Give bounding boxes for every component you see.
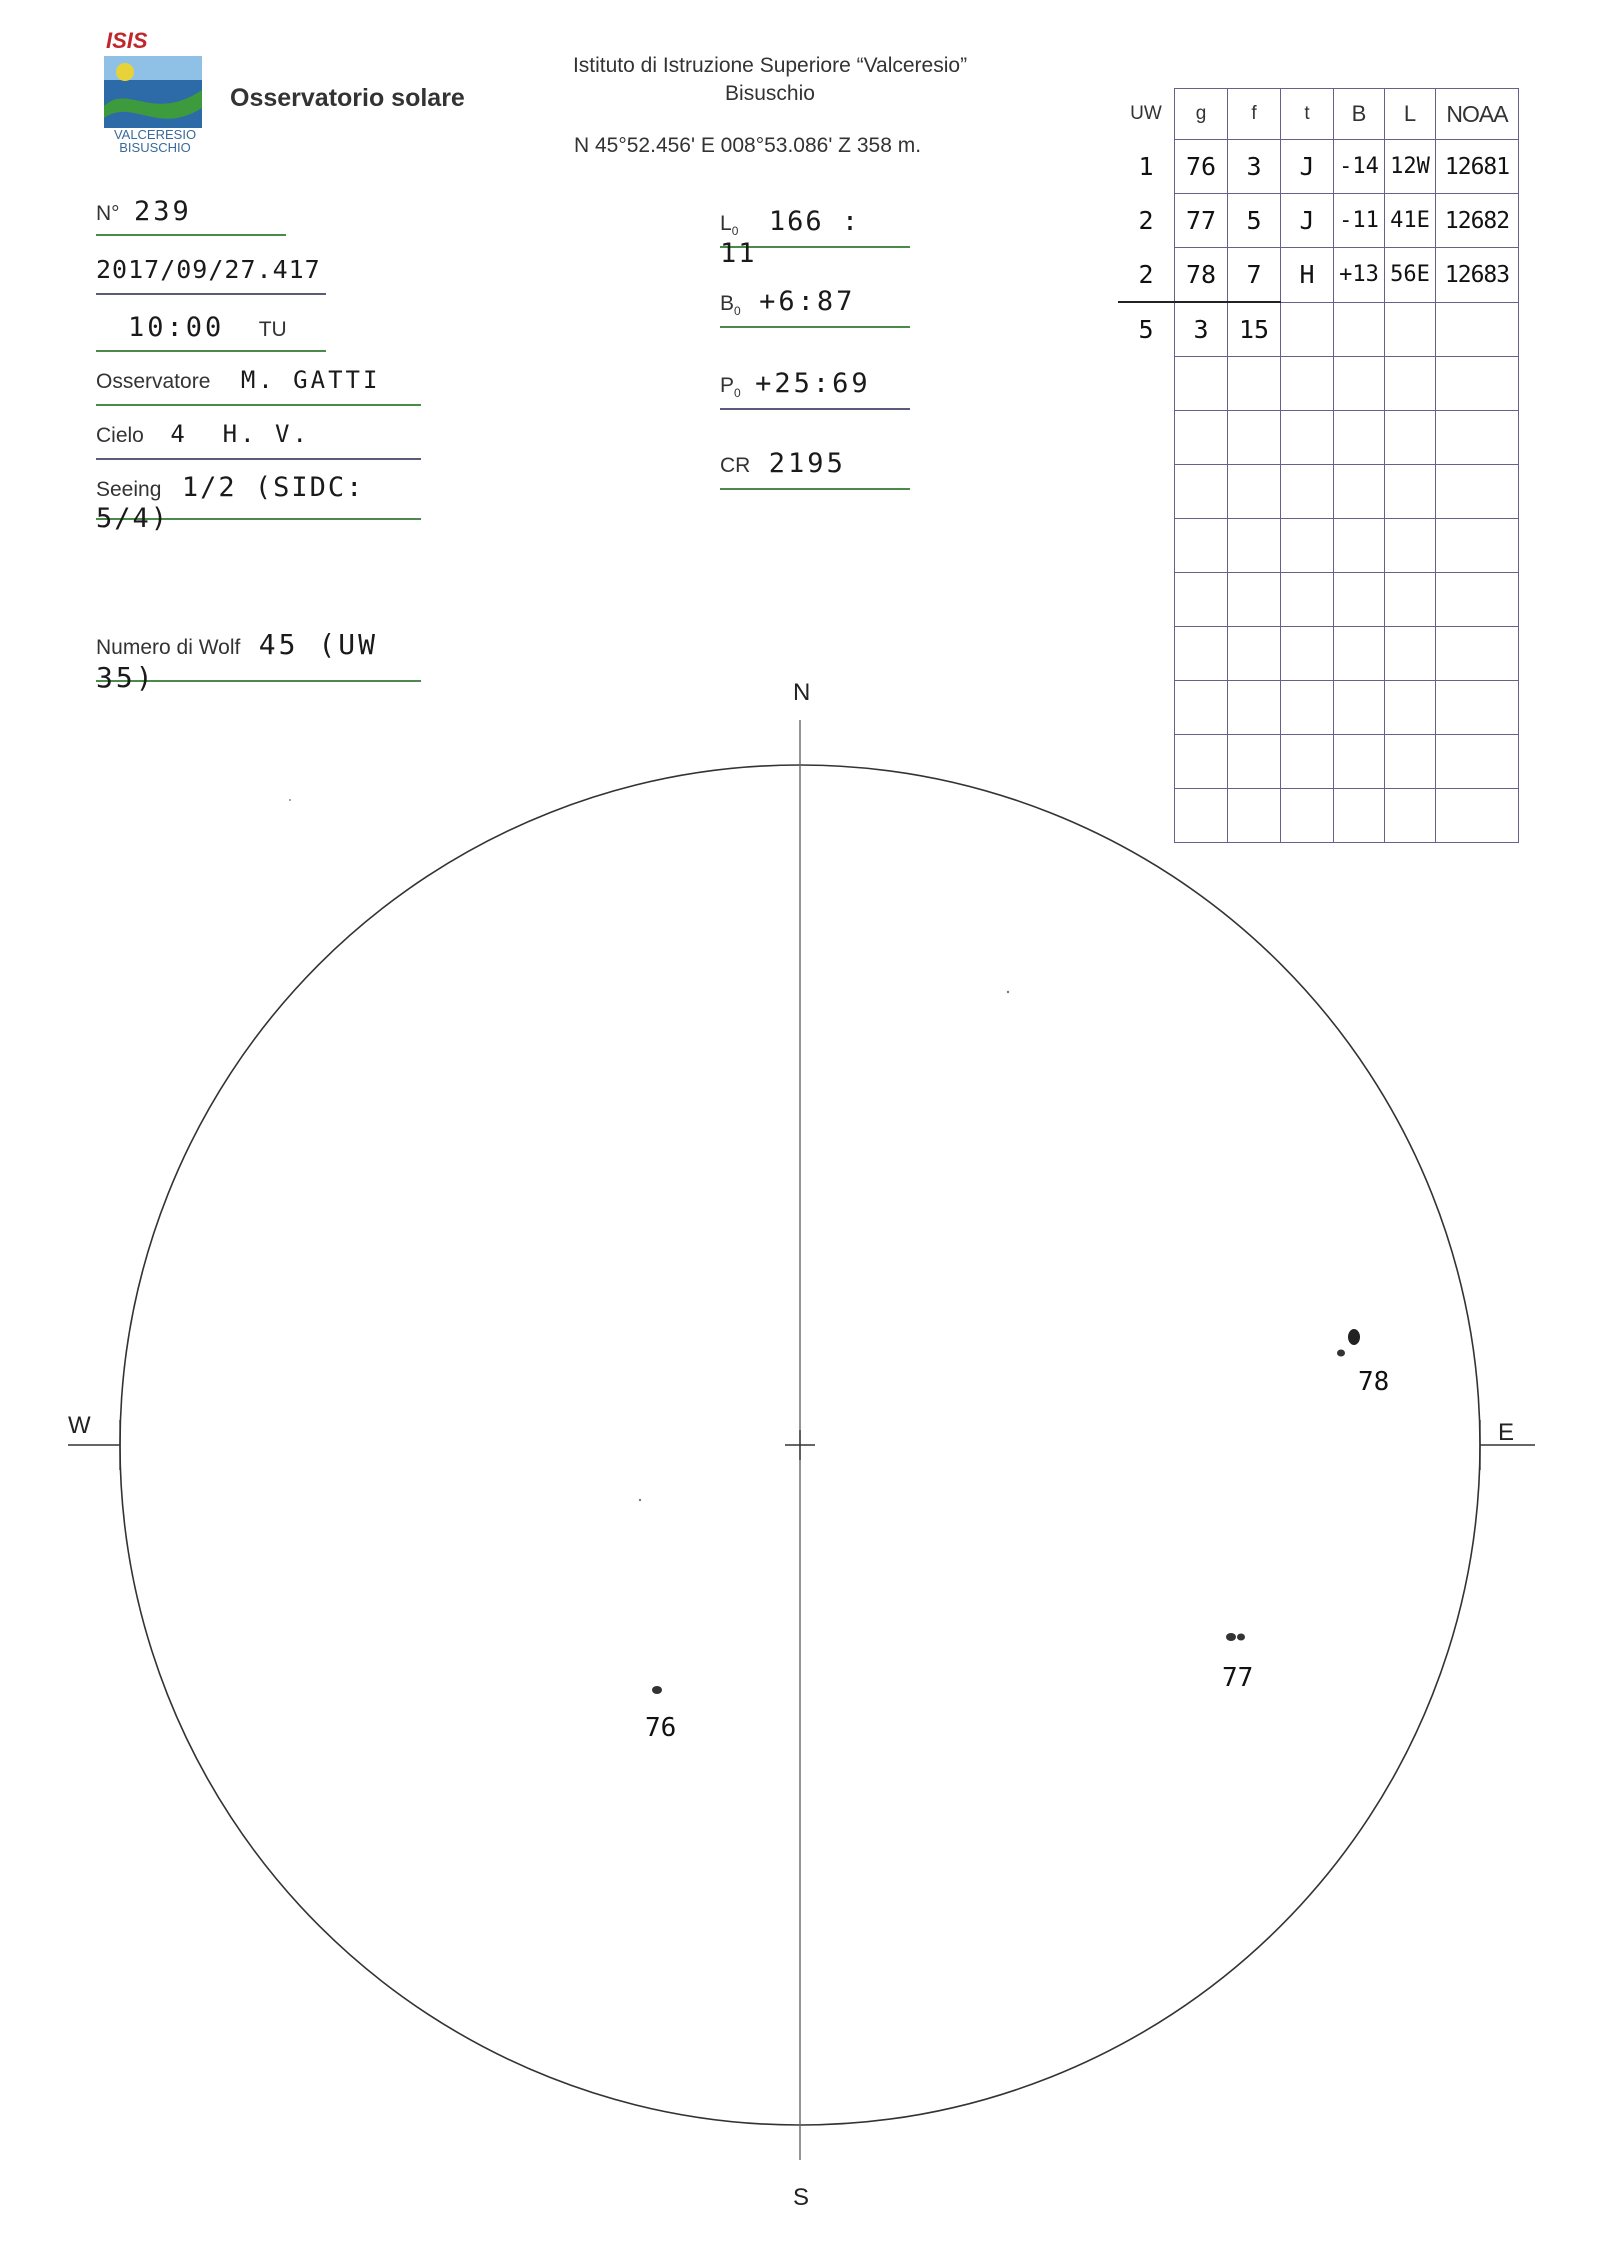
p0-label: $P_0$ <box>720 374 741 401</box>
logo-caption-line2: BISUSCHIO <box>119 140 191 155</box>
wolf-value: 45 (UW 35) <box>96 628 378 694</box>
date-value: 2017/09/27.417 <box>96 255 321 284</box>
cell-uw: 2 <box>1138 206 1154 235</box>
total-g: 3 <box>1175 302 1228 357</box>
cell-b: -11 <box>1334 194 1385 248</box>
time-unit: TU <box>258 318 287 341</box>
header-b: B <box>1334 89 1385 140</box>
cell-t: H <box>1281 248 1334 303</box>
paper-speck <box>639 1499 641 1501</box>
observatory-title: Osservatorio solare <box>230 84 465 112</box>
observer-value: M. GATTI <box>240 366 381 394</box>
total-f: 15 <box>1228 302 1281 357</box>
b0-value: +6:87 <box>759 286 856 317</box>
l0-label: $L_0$ <box>720 212 739 239</box>
cell-l: 41E <box>1385 194 1436 248</box>
cell-b: +13 <box>1334 248 1385 303</box>
site-coordinates: N 45°52.456' E 008°53.086' Z 358 m. <box>574 134 922 157</box>
sunspot-78-leader <box>1348 1329 1360 1345</box>
paper-speck <box>1007 991 1009 993</box>
institute-line2: Bisuschio <box>725 82 815 105</box>
cell-g: 78 <box>1175 248 1228 303</box>
logo-caption-line1: VALCERESIO <box>113 127 197 142</box>
cell-b: -14 <box>1334 140 1385 194</box>
header-noaa: NOAA <box>1436 89 1519 140</box>
sunspot-76 <box>652 1686 662 1694</box>
cell-l: 12W <box>1385 140 1436 194</box>
header-t: t <box>1281 89 1334 140</box>
sunspot-77-a <box>1226 1633 1236 1641</box>
p0-value: +25:69 <box>755 368 871 399</box>
observer-label: Osservatore <box>96 370 211 393</box>
spot-label-76: 76 <box>645 1713 677 1743</box>
institute-line1: Istituto di Istruzione Superiore “Valceresio” <box>572 54 968 77</box>
cell-noaa: 12681 <box>1436 140 1519 194</box>
wolf-label: Numero di Wolf <box>96 636 241 659</box>
total-uw: 5 <box>1118 302 1175 357</box>
cell-g: 76 <box>1175 140 1228 194</box>
east-label: E <box>1498 1419 1515 1446</box>
cell-g: 77 <box>1175 194 1228 248</box>
cell-f: 5 <box>1228 194 1281 248</box>
cell-f: 7 <box>1228 248 1281 303</box>
logo-wordmark: ISIS <box>106 28 148 53</box>
header-uw: UW <box>1130 103 1162 124</box>
sunspot-77-b <box>1237 1634 1245 1641</box>
l0-value: 166 : 11 <box>720 206 861 270</box>
cr-value: 2195 <box>768 448 846 479</box>
header-l: L <box>1385 89 1436 140</box>
cell-l: 56E <box>1385 248 1436 303</box>
cell-noaa: 12682 <box>1436 194 1519 248</box>
header-g: g <box>1175 89 1228 140</box>
number-value: 239 <box>134 196 192 227</box>
south-label: S <box>793 2184 810 2211</box>
sunspot-78-follower <box>1337 1350 1345 1357</box>
time-value: 10:00 <box>128 312 225 343</box>
paper-speck <box>289 799 291 801</box>
cr-label: CR <box>720 454 751 477</box>
cell-noaa: 12683 <box>1436 248 1519 303</box>
spot-label-78: 78 <box>1358 1367 1390 1397</box>
number-label: N° <box>96 202 120 225</box>
spot-label-77: 77 <box>1222 1663 1254 1693</box>
sky-label: Cielo <box>96 424 144 447</box>
cell-t: J <box>1281 194 1334 248</box>
b0-label: $B_0$ <box>720 292 741 319</box>
west-label: W <box>68 1412 91 1439</box>
header-f: f <box>1228 89 1281 140</box>
north-label: N <box>793 679 811 706</box>
cell-uw: 2 <box>1138 259 1154 289</box>
cell-uw: 1 <box>1138 152 1154 181</box>
seeing-value: 1/2 (SIDC: 5/4) <box>96 472 365 534</box>
sky-value: 4 H. V. <box>170 420 310 448</box>
cell-t: J <box>1281 140 1334 194</box>
cell-f: 3 <box>1228 140 1281 194</box>
seeing-label: Seeing <box>96 478 162 501</box>
